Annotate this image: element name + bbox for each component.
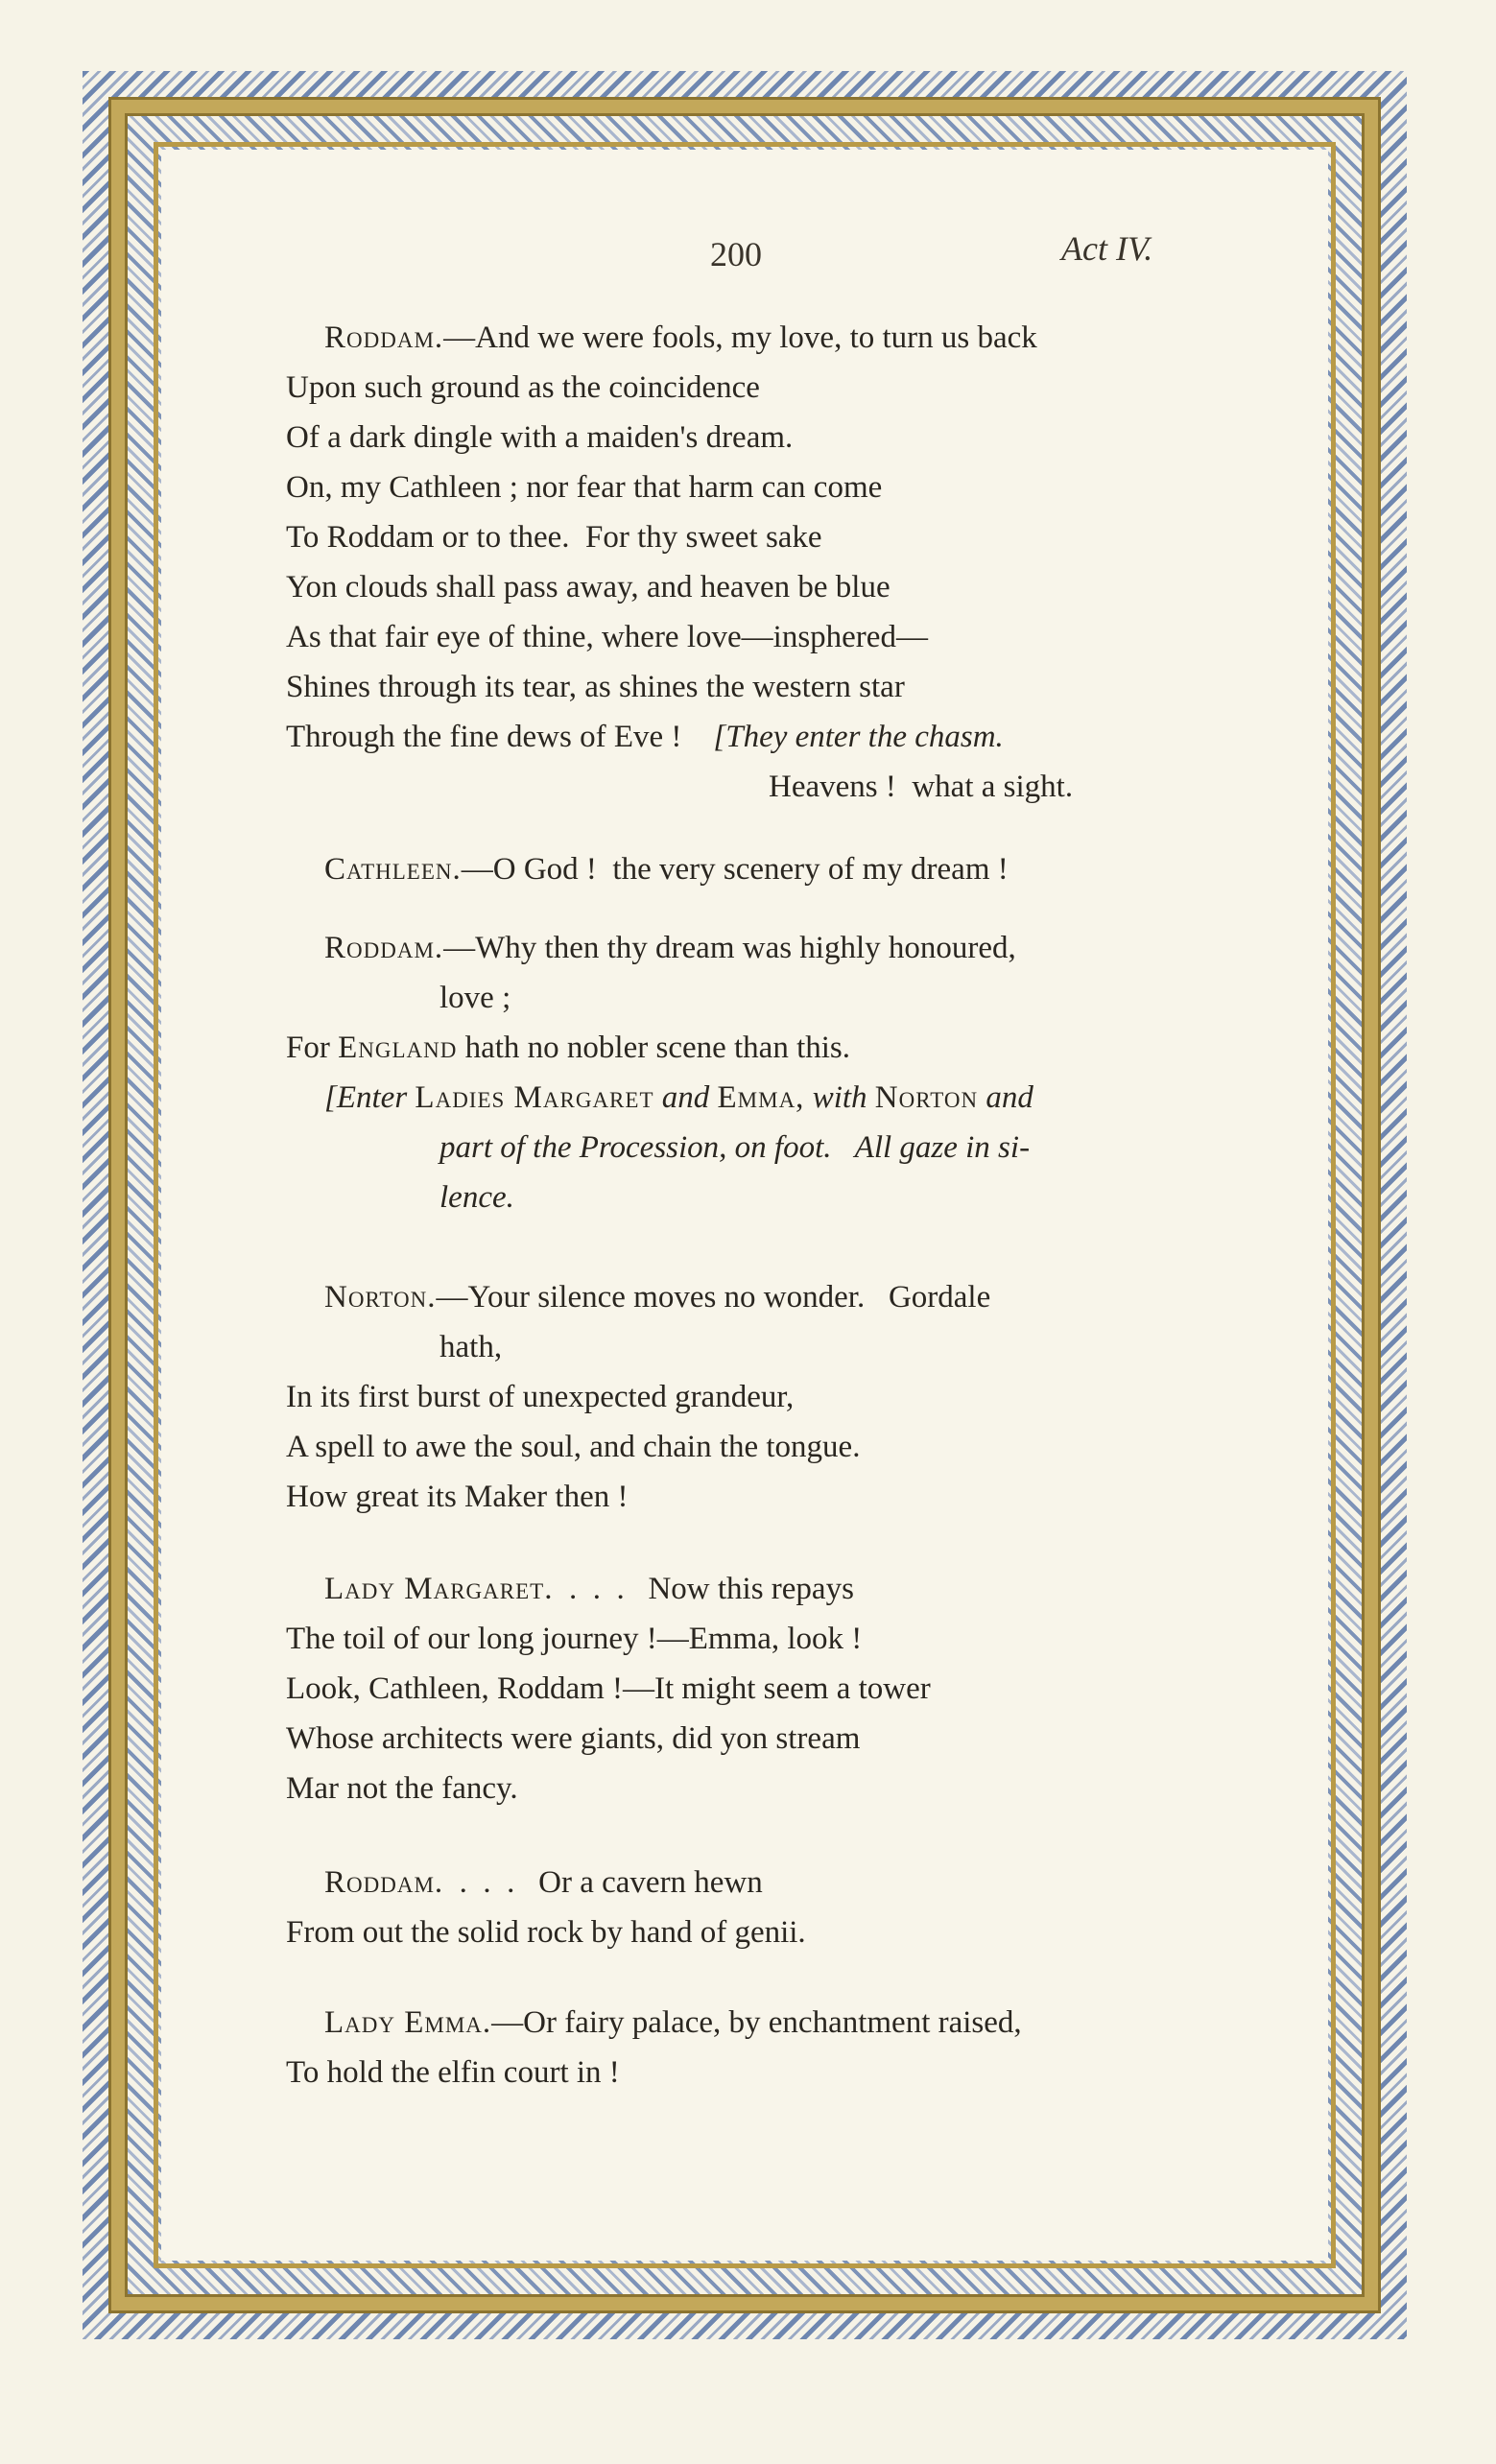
direction-line: [Enter Ladies Margaret and Emma, with Norton and [324, 1080, 1033, 1115]
act-label: Act IV. [1061, 229, 1153, 268]
verse-line: Roddam. . . . Or a cavern hewn [324, 1865, 763, 1900]
verse-line: For England hath no nobler scene than this. [286, 1031, 851, 1065]
verse-line: From out the solid rock by hand of genii. [286, 1915, 806, 1950]
speaker-name: Lady Margaret. [324, 1572, 554, 1606]
verse-line: love ; [439, 981, 511, 1015]
verse-line: Lady Emma.—Or fairy palace, by enchantment raised, [324, 2005, 1022, 2040]
verse-line: Norton.—Your silence moves no wonder. Gordale [324, 1280, 991, 1315]
verse-line: hath, [439, 1330, 503, 1364]
verse-line: Lady Margaret. . . . Now this repays [324, 1572, 854, 1606]
speaker-name: Cathleen. [324, 852, 462, 887]
verse-line: The toil of our long journey !—Emma, look ! [286, 1622, 863, 1656]
verse-line: To Roddam or to thee. For thy sweet sake [286, 520, 822, 555]
speaker-name: Roddam. [324, 1865, 444, 1900]
book-page [161, 150, 1328, 2261]
verse-line: A spell to awe the soul, and chain the tongue. [286, 1430, 861, 1464]
page-header [161, 229, 1328, 282]
direction-line: part of the Procession, on foot. All gaze in si- [439, 1130, 1031, 1165]
passage-cathleen [286, 844, 1246, 894]
verse-line: Yon clouds shall pass away, and heaven be blue [286, 570, 890, 604]
verse-line: Look, Cathleen, Roddam !—It might seem a tower [286, 1671, 931, 1706]
verse-line: Through the fine dews of Eve ! [They enter the chasm. [286, 720, 1004, 754]
stage-direction: [They enter the chasm. [713, 720, 1004, 754]
verse-line: Mar not the fancy. [286, 1771, 518, 1806]
verse-line: Shines through its tear, as shines the western star [286, 670, 905, 704]
speaker-name: Roddam. [324, 320, 444, 355]
verse-line: How great its Maker then ! [286, 1480, 629, 1514]
passage-roddam-2 [286, 923, 1246, 1073]
verse-line: Whose architects were giants, did yon stream [286, 1721, 861, 1756]
verse-line: Cathleen.—O God ! the very scenery of my dream ! [324, 852, 1009, 887]
verse-line: To hold the elfin court in ! [286, 2055, 620, 2090]
direction-line: lence. [439, 1180, 514, 1215]
verse-line: Roddam.—And we were fools, my love, to turn us back [324, 320, 1037, 355]
speaker-name: Norton. [324, 1280, 437, 1315]
verse-line: On, my Cathleen ; nor fear that harm can come [286, 470, 883, 505]
verse-line: In its first burst of unexpected grandeur, [286, 1380, 795, 1414]
speaker-name: Lady Emma. [324, 2005, 492, 2040]
verse-line: Upon such ground as the coincidence [286, 370, 760, 405]
passage-norton [286, 1272, 1246, 1522]
verse-line: Roddam.—Why then thy dream was highly honoured, [324, 931, 1016, 965]
verse-line: As that fair eye of thine, where love—insphered— [286, 620, 928, 654]
passage-lady-emma [286, 1998, 1246, 2097]
speaker-name: Roddam. [324, 931, 444, 965]
passage-lady-margaret [286, 1564, 1246, 1813]
verse-line: Of a dark dingle with a maiden's dream. [286, 420, 794, 455]
passage-roddam-3 [286, 1858, 1246, 1957]
verse-line: Heavens ! what a sight. [769, 770, 1074, 804]
stage-direction-entry [286, 1073, 1246, 1222]
page-number: 200 [710, 235, 762, 273]
passage-roddam-1 [286, 313, 1246, 812]
